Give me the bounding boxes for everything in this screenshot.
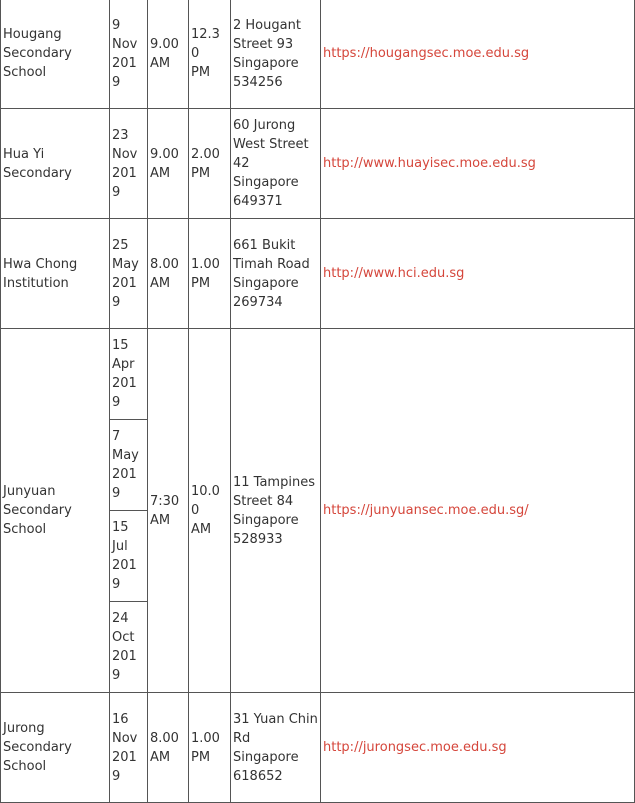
date-year: 2019 <box>112 165 137 200</box>
date-cell <box>110 693 148 803</box>
address-line: 31 Yuan Chin <box>233 711 318 727</box>
date-year: 2019 <box>112 376 137 410</box>
end-time: 12.30 <box>191 27 220 61</box>
school-name-line: Secondary <box>3 46 72 61</box>
school-name-cell <box>1 329 110 693</box>
address-line: 269734 <box>233 294 283 310</box>
start-time-cell <box>148 329 189 693</box>
date-year: 2019 <box>112 649 137 683</box>
address-line: 2 Hougant <box>233 17 301 33</box>
start-time-cell <box>148 109 189 219</box>
school-name-line: Hougang <box>3 27 62 42</box>
date-cell <box>110 219 148 329</box>
date-month: Jul <box>112 539 128 554</box>
date-month: Oct <box>112 630 135 645</box>
end-meridiem: PM <box>191 65 211 80</box>
school-name-line: Secondary <box>3 740 72 755</box>
start-meridiem: AM <box>150 165 171 181</box>
school-name-cell <box>1 219 110 329</box>
address-line: 618652 <box>233 768 283 784</box>
date-cell <box>110 420 148 511</box>
date-day: 25 <box>112 237 129 253</box>
date-year: 2019 <box>112 275 137 310</box>
address-line: Street 93 <box>233 36 294 52</box>
end-time-cell <box>189 219 231 329</box>
start-meridiem: AM <box>150 55 171 71</box>
address-cell <box>231 0 321 109</box>
date-cell <box>110 109 148 219</box>
date-year: 2019 <box>112 55 137 90</box>
address-line: Singapore <box>233 512 299 528</box>
address-line: 534256 <box>233 74 283 90</box>
table-row <box>1 329 635 420</box>
end-time-cell <box>189 693 231 803</box>
website-link[interactable]: https://junyuansec.moe.edu.sg/ <box>323 503 529 518</box>
school-name-line: Junyuan <box>3 484 56 499</box>
date-day: 16 <box>112 711 129 727</box>
website-link[interactable]: http://www.hci.edu.sg <box>323 266 465 281</box>
address-line: 649371 <box>233 194 283 209</box>
start-time: 9.00 <box>150 146 179 162</box>
website-link[interactable]: https://hougangsec.moe.edu.sg <box>323 46 530 61</box>
date-day: 15 <box>112 338 129 353</box>
table-row <box>1 219 635 329</box>
school-name-line: Secondary <box>3 165 72 181</box>
address-line: Timah Road <box>233 256 310 272</box>
school-name-line: School <box>3 65 47 80</box>
school-name-line: Institution <box>3 275 69 291</box>
address-line: 11 Tampines <box>233 474 315 490</box>
school-name-cell <box>1 0 110 109</box>
start-time: 9.00 <box>150 36 179 52</box>
date-day: 15 <box>112 520 129 535</box>
address-cell <box>231 109 321 219</box>
date-month: Nov <box>112 36 138 52</box>
school-name-line: School <box>3 522 47 537</box>
school-name-line: Secondary <box>3 503 72 518</box>
address-line: Street 84 <box>233 493 294 509</box>
date-month: Apr <box>112 357 135 372</box>
website-cell <box>321 329 635 693</box>
date-cell <box>110 602 148 693</box>
date-year: 2019 <box>112 467 137 501</box>
schedule-body <box>1 0 635 803</box>
date-day: 7 <box>112 429 121 444</box>
address-line: Singapore <box>233 275 299 291</box>
end-time: 1.00 <box>191 730 220 746</box>
start-time-cell <box>148 219 189 329</box>
date-cell <box>110 0 148 109</box>
website-cell <box>321 693 635 803</box>
address-line: 661 Bukit <box>233 237 296 253</box>
website-link[interactable]: http://jurongsec.moe.edu.sg <box>323 740 507 755</box>
start-time: 8.00 <box>150 730 179 746</box>
date-year: 2019 <box>112 558 137 592</box>
address-cell <box>231 219 321 329</box>
start-meridiem: AM <box>150 512 171 528</box>
website-link[interactable]: http://www.huayisec.moe.edu.sg <box>323 156 536 171</box>
table-row <box>1 693 635 803</box>
end-time-cell <box>189 0 231 109</box>
school-name-cell <box>1 109 110 219</box>
end-meridiem: AM <box>191 522 212 537</box>
table-row <box>1 0 635 109</box>
address-line: 42 Singapore <box>233 156 299 190</box>
date-month: May <box>112 256 139 272</box>
address-line: 60 Jurong <box>233 118 296 133</box>
end-time-cell <box>189 109 231 219</box>
address-line: Singapore <box>233 55 299 71</box>
start-meridiem: AM <box>150 275 171 291</box>
website-cell <box>321 219 635 329</box>
school-name-line: Jurong <box>3 721 45 736</box>
start-time-cell <box>148 0 189 109</box>
table-row <box>1 109 635 219</box>
start-time: 8.00 <box>150 256 179 272</box>
date-year: 2019 <box>112 749 137 784</box>
date-day: 9 <box>112 17 121 33</box>
address-cell <box>231 329 321 693</box>
end-time: 1.00 <box>191 256 220 272</box>
address-line: Rd <box>233 730 251 746</box>
address-line: West Street <box>233 137 309 152</box>
address-cell <box>231 693 321 803</box>
date-month: Nov <box>112 730 138 746</box>
start-time-cell <box>148 693 189 803</box>
school-name-cell <box>1 693 110 803</box>
date-day: 24 <box>112 611 129 626</box>
end-meridiem: PM <box>191 165 211 181</box>
date-day: 23 <box>112 127 129 143</box>
school-name-line: School <box>3 759 47 774</box>
school-name-line: Hwa Chong <box>3 256 78 272</box>
address-line: Singapore <box>233 749 299 765</box>
end-time: 10.00 <box>191 484 220 518</box>
date-cell <box>110 511 148 602</box>
date-month: May <box>112 448 139 463</box>
school-name-line: Hua Yi <box>3 146 45 162</box>
end-time-cell <box>189 329 231 693</box>
end-time: 2.00 <box>191 146 220 162</box>
start-meridiem: AM <box>150 749 171 765</box>
end-meridiem: PM <box>191 749 211 765</box>
date-cell <box>110 329 148 420</box>
start-time: 7:30 <box>150 493 180 509</box>
address-line: 528933 <box>233 531 283 547</box>
date-month: Nov <box>112 146 138 162</box>
website-cell <box>321 109 635 219</box>
website-cell <box>321 0 635 109</box>
end-meridiem: PM <box>191 275 211 291</box>
